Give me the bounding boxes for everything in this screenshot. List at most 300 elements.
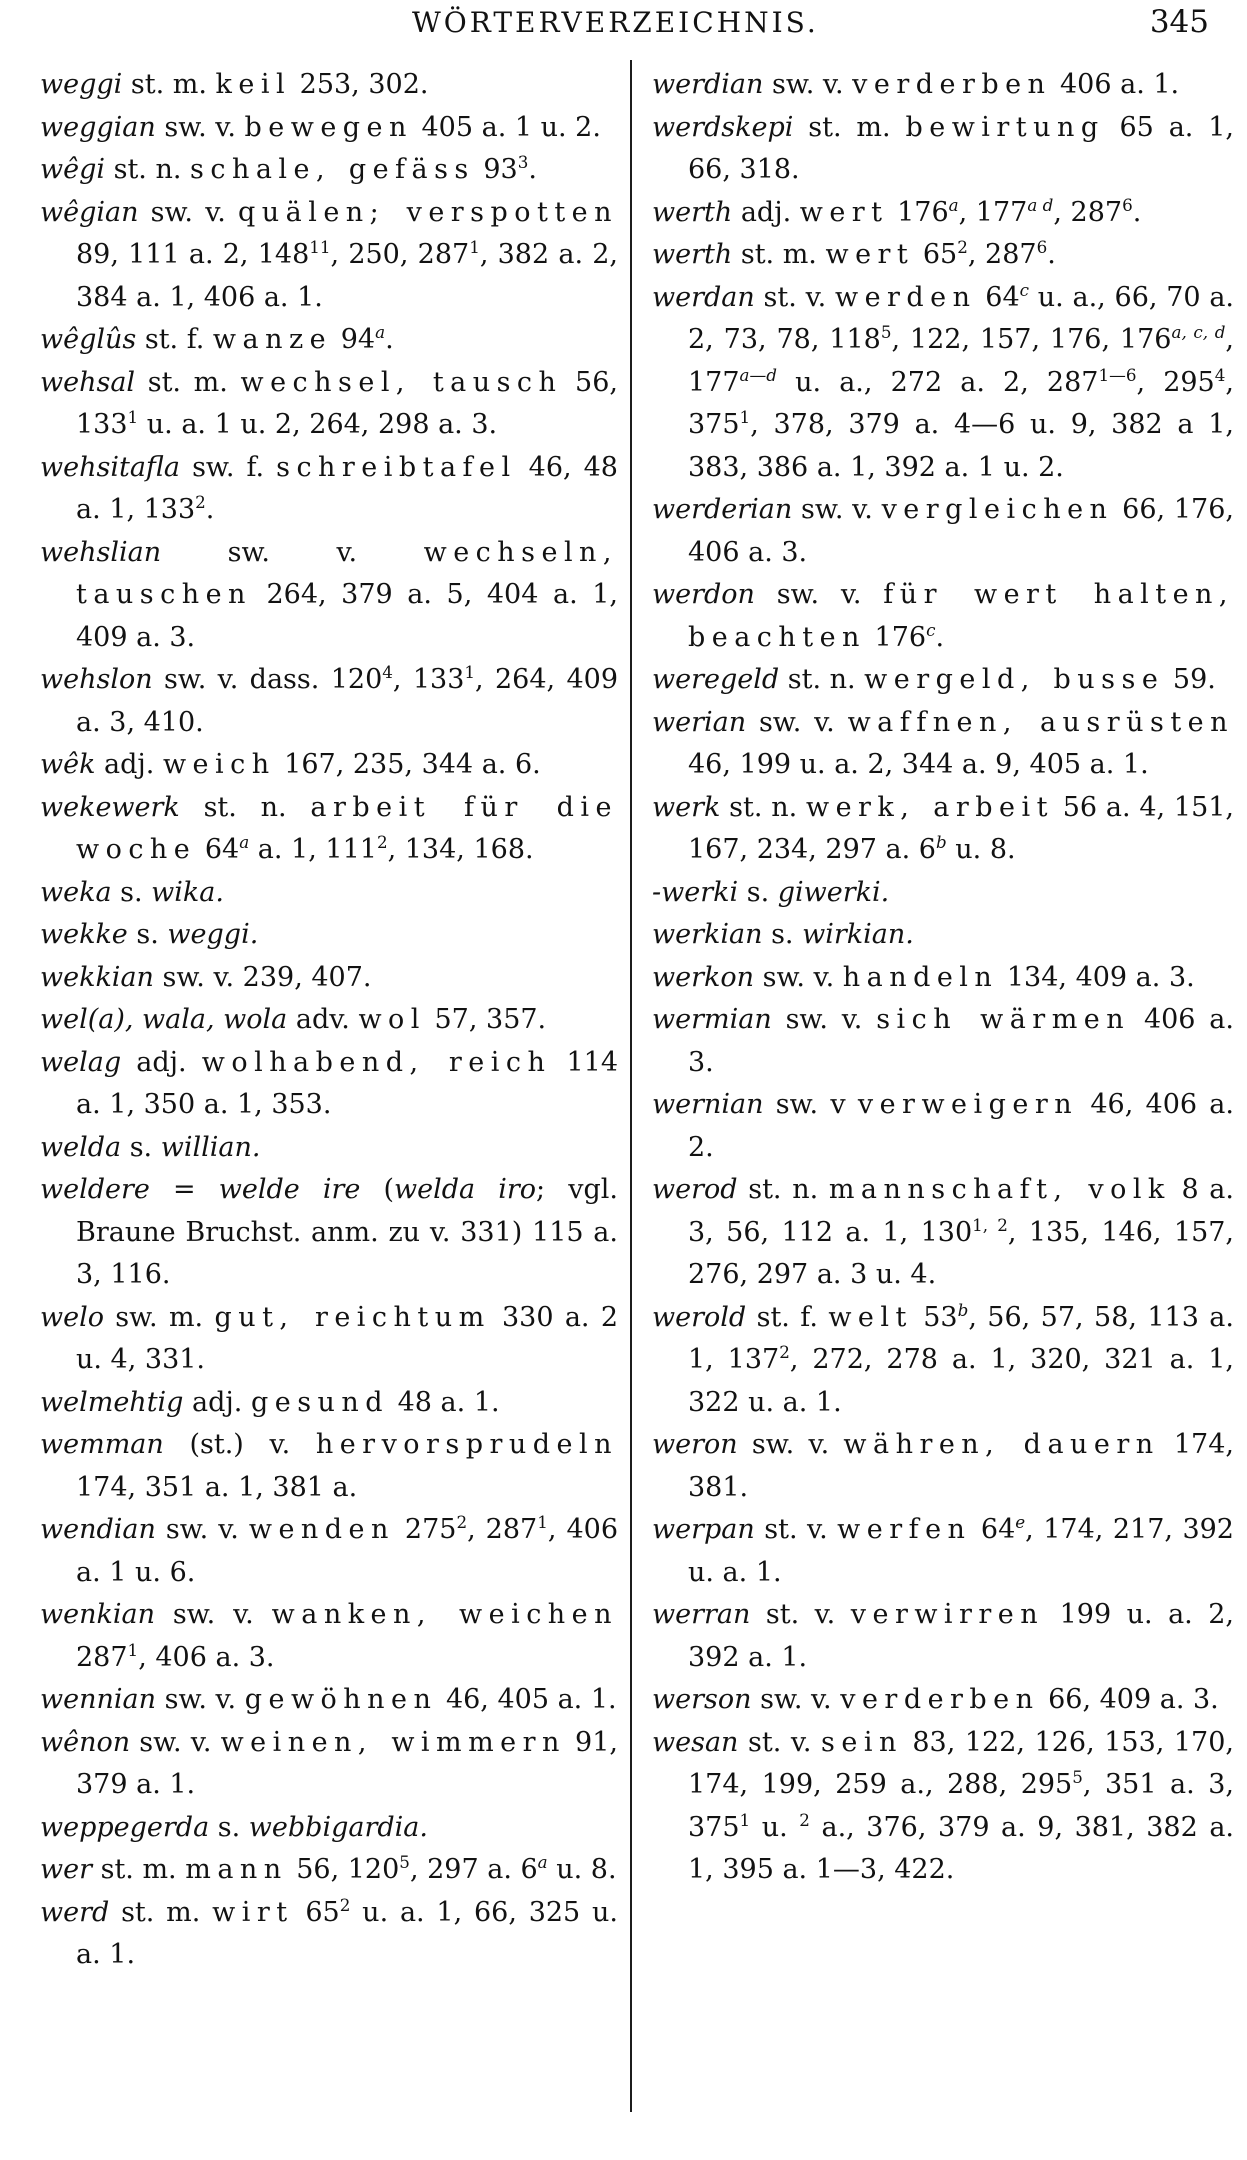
- entry-text: st. f.: [136, 324, 213, 355]
- dictionary-entry: [40, 1042, 618, 1127]
- dictionary-entry: [40, 1594, 618, 1679]
- entry-text: 287: [76, 1641, 128, 1673]
- entry-text: , 382 a. 2, 384 a. 1, 406 a. 1.: [76, 239, 618, 313]
- entry-text: , 406 a. 3.: [138, 1641, 275, 1673]
- entry-gloss: wechsel, tausch: [240, 366, 563, 398]
- entry-gloss: vergleichen: [881, 494, 1114, 525]
- page-title: WÖRTERVERZEICHNIS.: [412, 6, 819, 39]
- entry-text: st. n.: [179, 791, 311, 823]
- dictionary-entry: [652, 787, 1234, 872]
- entry-gloss: bewirtung: [905, 111, 1105, 143]
- entry-headword: wermian: [652, 1004, 772, 1035]
- entry-headword: werdan: [652, 281, 755, 313]
- dictionary-entry: [652, 872, 1234, 915]
- dictionary-entry: [40, 1509, 618, 1594]
- entry-text: st. f.: [746, 1301, 829, 1333]
- entry-text: (: [360, 1174, 395, 1205]
- dictionary-entry: [652, 659, 1234, 702]
- entry-gloss: arbeit für die woche: [76, 791, 618, 865]
- entry-headword: wêgi: [40, 154, 106, 185]
- entry-superscript: a: [948, 194, 959, 215]
- entry-text: sw. v.: [154, 1599, 272, 1630]
- entry-headword: weka: [40, 876, 112, 908]
- dictionary-entry: [40, 787, 618, 872]
- entry-text: st. v.: [738, 1726, 822, 1758]
- entry-text: u.: [750, 1811, 800, 1843]
- entry-gloss: schreibtafel: [276, 451, 517, 483]
- dictionary-entry: [40, 1424, 618, 1509]
- entry-headword: werdian: [652, 69, 764, 100]
- dictionary-entry: [652, 234, 1234, 277]
- entry-headword: wernian: [652, 1089, 764, 1120]
- dictionary-entry: [652, 957, 1234, 1000]
- entry-text: .: [385, 324, 394, 355]
- entry-text: 65: [293, 1896, 340, 1928]
- entry-text: sw. v.: [155, 111, 245, 143]
- entry-headword: wendian: [40, 1514, 156, 1545]
- dictionary-entry: [652, 1297, 1234, 1425]
- entry-text: adj.: [121, 1046, 202, 1078]
- entry-superscript: b: [957, 1299, 969, 1320]
- entry-text: 8 a. 3, 56, 112 a. 1, 130: [688, 1174, 1234, 1248]
- entry-text: sw. v.: [746, 706, 848, 738]
- entry-text: u. 8.: [547, 1854, 617, 1885]
- entry-superscript: c: [926, 619, 936, 640]
- entry-superscript: 1: [464, 662, 476, 682]
- entry-superscript: 1: [537, 1512, 548, 1532]
- dictionary-entry: [40, 872, 618, 915]
- entry-text: 93: [474, 154, 518, 185]
- entry-gloss: werfen: [837, 1514, 972, 1545]
- entry-superscript: a d: [1027, 194, 1054, 215]
- entry-headword: wekke: [40, 919, 128, 950]
- dictionary-entry: [40, 1679, 618, 1722]
- entry-text: 46, 405 a. 1.: [437, 1684, 617, 1715]
- entry-text: u. 8.: [946, 834, 1016, 865]
- page-number: 345: [1149, 4, 1209, 40]
- entry-gloss: wirt: [212, 1896, 294, 1928]
- entry-text: u. a., 66, 70 a. 2, 73, 78, 118: [688, 281, 1235, 355]
- entry-gloss: sein: [821, 1726, 903, 1758]
- entry-superscript: 1, 2: [972, 1214, 1008, 1235]
- entry-text: 406 a. 3.: [688, 1004, 1234, 1078]
- entry-text: 65: [914, 239, 958, 270]
- entry-text: sw. v. dass. 120: [152, 664, 383, 695]
- dictionary-entry: [40, 532, 618, 660]
- entry-text: s.: [209, 1811, 249, 1843]
- left-column: [40, 64, 618, 1977]
- entry-headword: werk: [652, 791, 721, 823]
- entry-headword: wehslian: [40, 536, 162, 568]
- dictionary-entry: [652, 1169, 1234, 1297]
- entry-text: , 375: [688, 366, 1234, 440]
- entry-crossref: webbigardia.: [248, 1811, 428, 1843]
- entry-gloss: wert: [825, 239, 915, 270]
- dictionary-entry: [40, 659, 618, 744]
- dictionary-entry: [652, 999, 1234, 1084]
- dictionary-entry: [40, 1807, 618, 1850]
- entry-text: 94: [332, 324, 376, 355]
- entry-gloss: werk, arbeit: [805, 791, 1054, 823]
- entry-text: 253, 302.: [291, 69, 429, 100]
- entry-text: , 56, 57, 58, 113 a. 1, 137: [688, 1301, 1234, 1375]
- entry-gloss: mann: [185, 1854, 288, 1885]
- entry-text: st. m.: [732, 239, 826, 270]
- entry-text: sw. v.: [751, 1684, 841, 1715]
- entry-text: 275: [394, 1514, 457, 1545]
- entry-superscript: 4: [1214, 364, 1226, 385]
- entry-text: st. m.: [793, 111, 906, 143]
- entry-text: a. 1, 111: [249, 834, 377, 865]
- entry-gloss: schale, gefäss: [190, 154, 475, 185]
- entry-headword: weregeld: [652, 664, 780, 695]
- entry-headword: werkian: [652, 919, 763, 950]
- entry-headword: werkon: [652, 961, 755, 993]
- dictionary-entry: [40, 999, 618, 1042]
- entry-text: 46, 199 u. a. 2, 344 a. 9, 405 a. 1.: [688, 749, 1149, 780]
- entry-gloss: weich: [162, 749, 276, 780]
- dictionary-entry: [652, 1594, 1234, 1679]
- entry-headword: werdon: [652, 579, 755, 610]
- dictionary-entry: [40, 1382, 618, 1425]
- entry-text: sw. m.: [103, 1301, 215, 1333]
- entry-text: 174, 351 a. 1, 381 a.: [76, 1471, 358, 1503]
- entry-headword: werson: [652, 1684, 752, 1715]
- entry-text: , 122, 157, 176, 176: [891, 324, 1172, 355]
- entry-gloss: wanze: [212, 324, 333, 355]
- entry-headword: wemman: [40, 1429, 164, 1460]
- entry-headword: wesan: [652, 1726, 739, 1758]
- entry-headword: wêglûs: [40, 324, 137, 355]
- entry-headword: werpan: [652, 1514, 755, 1545]
- entry-text: 64: [971, 1514, 1016, 1545]
- entry-text: , 177: [688, 324, 1234, 398]
- entry-text: sw. v.: [155, 1514, 249, 1545]
- entry-text: u. a., 272 a. 2, 287: [776, 366, 1099, 398]
- dictionary-entry: [40, 1297, 618, 1382]
- entry-text: .: [528, 154, 537, 185]
- entry-text: 53: [912, 1301, 958, 1333]
- entry-text: s.: [121, 1131, 161, 1163]
- entry-gloss: wolhabend, reich: [201, 1046, 552, 1078]
- entry-text: sw. v.: [161, 536, 424, 568]
- entry-superscript: 2: [779, 1342, 790, 1362]
- dictionary-entry: [652, 192, 1234, 235]
- entry-superscript: 1—6: [1098, 364, 1137, 385]
- entry-text: 66, 409 a. 3.: [1039, 1684, 1219, 1715]
- entry-text: 134, 409 a. 3.: [998, 961, 1195, 993]
- entry-gloss: wergeld, busse: [864, 664, 1165, 695]
- entry-text: sw. v.: [763, 69, 853, 100]
- entry-text: .: [205, 494, 215, 525]
- entry-superscript: a: [375, 322, 386, 342]
- entry-text: 167, 235, 344 a. 6.: [275, 749, 541, 780]
- entry-superscript: 2: [339, 1894, 351, 1915]
- entry-text: sw. v.: [737, 1429, 844, 1460]
- entry-text: , 264, 409 a. 3, 410.: [76, 664, 618, 738]
- dictionary-entry: [652, 1679, 1234, 1722]
- dictionary-entry: [652, 1722, 1234, 1892]
- entry-text: u. a. 1 u. 2, 264, 298 a. 3.: [138, 409, 498, 440]
- entry-text: , 177: [958, 196, 1028, 228]
- entry-superscript: 4: [382, 662, 393, 682]
- entry-text: .: [1047, 239, 1056, 270]
- entry-text: 89, 111 a. 2, 148: [76, 239, 310, 270]
- entry-gloss: waffnen, ausrüsten: [847, 706, 1234, 738]
- entry-superscript: 1: [739, 407, 751, 427]
- entry-crossref: weggi.: [167, 919, 259, 950]
- entry-gloss: verwirren: [850, 1599, 1045, 1630]
- entry-headword: wêgian: [40, 196, 139, 228]
- entry-gloss: gewöhnen: [244, 1684, 438, 1715]
- entry-text: sw. v. 239, 407.: [153, 961, 372, 993]
- entry-headword: weggi: [40, 69, 123, 100]
- entry-crossref: wika.: [151, 876, 224, 908]
- dictionary-entry: [40, 744, 618, 787]
- entry-text: sw. v.: [771, 1004, 877, 1035]
- entry-text: =: [149, 1174, 219, 1205]
- entry-superscript: 5: [880, 322, 892, 342]
- entry-gloss: verderben: [840, 1684, 1040, 1715]
- entry-text: st. n.: [105, 154, 191, 185]
- entry-text: sw. v.: [792, 494, 882, 525]
- entry-text: st. n.: [737, 1174, 829, 1205]
- entry-gloss: gesund: [250, 1386, 390, 1418]
- dictionary-entry: [652, 277, 1234, 490]
- entry-text: 46, 48 a. 1, 133: [76, 451, 618, 525]
- entry-headword: welmehtig: [40, 1386, 184, 1418]
- entry-text: 48 a. 1.: [389, 1386, 500, 1418]
- entry-text: .: [1132, 196, 1142, 228]
- entry-headword: wêk: [40, 749, 96, 780]
- entry-text: sw. v: [763, 1089, 858, 1120]
- entry-superscript: a—d: [739, 364, 777, 385]
- entry-headword: wer: [40, 1854, 92, 1885]
- entry-text: 57, 357.: [425, 1004, 547, 1035]
- entry-text: 405 a. 1 u. 2.: [412, 111, 601, 143]
- entry-headword: wehslon: [40, 664, 153, 695]
- dictionary-entry: [40, 64, 618, 107]
- entry-headword: werian: [652, 706, 747, 738]
- entry-text: .: [935, 621, 945, 653]
- entry-text: 56, 120: [287, 1854, 400, 1885]
- entry-gloss: quälen; verspotten: [238, 196, 618, 228]
- entry-superscript: 2: [799, 1809, 810, 1830]
- entry-superscript: 1: [739, 1809, 751, 1830]
- dictionary-entry: [40, 1892, 618, 1977]
- entry-headword: wekkian: [40, 961, 154, 993]
- entry-text: 56, 133: [76, 366, 618, 440]
- right-column: [652, 64, 1234, 1892]
- entry-gloss: wechseln, tauschen: [76, 536, 618, 610]
- entry-headword: weggian: [40, 111, 156, 143]
- entry-text: sw. v.: [754, 961, 843, 993]
- entry-text: , 287: [1053, 196, 1123, 228]
- entry-superscript: 6: [1122, 194, 1133, 215]
- entry-text: 176: [865, 621, 927, 653]
- dictionary-entry: [40, 1169, 618, 1297]
- entry-text: 56 a. 4, 151, 167, 234, 297 a. 6: [688, 791, 1235, 865]
- entry-text: , 378, 379 a. 4—6 u. 9, 382 a 1, 383, 386 a. 1, 392 a. 1 u. 2.: [688, 409, 1234, 483]
- entry-text: , 297 a. 6: [409, 1854, 538, 1885]
- entry-superscript: 3: [517, 152, 529, 172]
- entry-text: 59.: [1164, 664, 1216, 695]
- entry-text: , 272, 278 a. 1, 320, 321 a. 1, 322 u. a. 1.: [688, 1344, 1234, 1418]
- entry-gloss: währen, dauern: [843, 1429, 1160, 1460]
- dictionary-entry: [40, 957, 618, 1000]
- entry-headword: wehsal: [40, 366, 136, 398]
- entry-headword: werdskepi: [652, 111, 794, 143]
- entry-text: st. m.: [109, 1896, 213, 1928]
- entry-headword: wekewerk: [40, 791, 180, 823]
- entry-headword: wênon: [40, 1726, 131, 1758]
- entry-crossref: welde ire: [218, 1174, 361, 1205]
- entry-text: s.: [127, 919, 168, 950]
- entry-text: , 406 a. 1 u. 6.: [76, 1514, 618, 1588]
- entry-text: sw. v.: [130, 1726, 221, 1758]
- entry-headword: wehsitafla: [40, 451, 181, 483]
- entry-gloss: bewegen: [244, 111, 413, 143]
- entry-text: 64: [976, 281, 1020, 313]
- entry-gloss: mannschaft, volk: [828, 1174, 1171, 1205]
- entry-superscript: b: [935, 832, 947, 852]
- entry-text: , 135, 146, 157, 276, 297 a. 3 u. 4.: [688, 1216, 1235, 1290]
- entry-gloss: weinen, wimmern: [220, 1726, 566, 1758]
- entry-superscript: a: [239, 832, 250, 852]
- entry-headword: weron: [652, 1429, 738, 1460]
- entry-superscript: 5: [1072, 1767, 1083, 1787]
- entry-text: 64: [196, 834, 240, 865]
- entry-gloss: wanken, weichen: [271, 1599, 618, 1630]
- dictionary-entry: [40, 107, 618, 150]
- dictionary-entry: [652, 489, 1234, 574]
- entry-text: sw. v.: [754, 579, 884, 610]
- entry-gloss: welt: [828, 1301, 913, 1333]
- entry-superscript: 2: [957, 237, 968, 257]
- dictionary-entry: [652, 107, 1234, 192]
- entry-gloss: wol: [358, 1004, 426, 1035]
- entry-text: adj.: [95, 749, 163, 780]
- entry-text: , 133: [392, 664, 465, 695]
- entry-headword: wel(a), wala, wola: [40, 1004, 288, 1035]
- entry-text: (st.) v.: [163, 1429, 316, 1460]
- entry-text: a., 376, 379 a. 9, 381, 382 a. 1, 395 a. 1—3, 422.: [688, 1811, 1234, 1885]
- entry-gloss: wert: [799, 196, 889, 228]
- entry-headword: werderian: [652, 494, 793, 525]
- dictionary-entry: [40, 1722, 618, 1807]
- entry-gloss: verweigern: [857, 1089, 1079, 1120]
- entry-crossref: welda iro: [394, 1174, 537, 1205]
- entry-text: st. m.: [92, 1854, 186, 1885]
- entry-gloss: handeln: [842, 961, 999, 993]
- entry-text: sw. v.: [156, 1684, 245, 1715]
- dictionary-entry: [652, 1509, 1234, 1594]
- dictionary-entry: [40, 914, 618, 957]
- entry-headword: wenkian: [40, 1599, 155, 1630]
- entry-text: , 295: [1136, 366, 1215, 398]
- entry-superscript: 11: [309, 237, 331, 257]
- entry-text: , 174, 217, 392 u. a. 1.: [688, 1514, 1234, 1588]
- entry-text: , 250, 287: [330, 239, 470, 270]
- entry-superscript: a, c, d: [1171, 322, 1226, 342]
- entry-text: st. m.: [135, 366, 241, 398]
- entry-text: 330 a. 2 u. 4, 331.: [76, 1301, 619, 1375]
- entry-text: 66, 176, 406 a. 3.: [688, 494, 1234, 568]
- entry-text: st. v.: [754, 281, 835, 313]
- entry-text: 174, 381.: [688, 1429, 1234, 1503]
- entry-text: st. v.: [750, 1599, 851, 1630]
- entry-text: , 134, 168.: [387, 834, 534, 865]
- dictionary-entry: [40, 1849, 618, 1892]
- dictionary-entry: [652, 1424, 1234, 1509]
- entry-text: 176: [888, 196, 949, 228]
- entry-text: st. n.: [720, 791, 806, 823]
- entry-text: 91, 379 a. 1.: [76, 1726, 618, 1800]
- entry-gloss: hervorsprudeln: [315, 1429, 618, 1460]
- entry-headword: weldere: [40, 1174, 150, 1205]
- dictionary-entry: [40, 192, 618, 320]
- entry-headword: welo: [40, 1301, 104, 1333]
- dictionary-entry: [40, 1127, 618, 1170]
- entry-superscript: e: [1015, 1512, 1026, 1532]
- entry-superscript: 5: [399, 1852, 410, 1872]
- entry-crossref: willian.: [160, 1131, 261, 1163]
- page-header: [0, 2, 1247, 42]
- entry-text: adv.: [287, 1004, 359, 1035]
- entry-superscript: 2: [376, 832, 388, 852]
- entry-crossref: giwerki.: [777, 876, 890, 908]
- entry-text: st. v.: [754, 1514, 838, 1545]
- entry-superscript: 1: [127, 1639, 139, 1660]
- entry-gloss: für wert halten, beachten: [688, 579, 1234, 653]
- entry-gloss: sich wärmen: [876, 1004, 1131, 1035]
- dictionary-entry: [652, 702, 1234, 787]
- entry-text: 46, 406 a. 2.: [688, 1089, 1234, 1163]
- entry-text: s.: [111, 876, 152, 908]
- entry-headword: -werki: [652, 876, 739, 908]
- entry-text: adj.: [732, 196, 800, 228]
- entry-text: s.: [762, 919, 803, 950]
- entry-headword: weppegerda: [40, 1811, 210, 1843]
- entry-text: s.: [738, 876, 778, 908]
- entry-headword: werd: [40, 1896, 110, 1928]
- entry-text: adj.: [183, 1386, 251, 1418]
- entry-headword: werod: [652, 1174, 738, 1205]
- entry-superscript: a: [537, 1852, 548, 1872]
- entry-text: ; vgl. Braune Bruchst. anm. zu v. 331) 115 a. 3, 116.: [76, 1174, 618, 1290]
- entry-text: 406 a. 1.: [1051, 69, 1180, 100]
- entry-text: 199 u. a. 2, 392 a. 1.: [688, 1599, 1234, 1673]
- entry-text: st. m.: [122, 69, 216, 100]
- dictionary-entry: [40, 149, 618, 192]
- dictionary-entry: [40, 362, 618, 447]
- column-divider: [630, 60, 632, 2112]
- entry-gloss: keil: [215, 69, 292, 100]
- entry-text: u. a. 1, 66, 325 u. a. 1.: [76, 1896, 618, 1970]
- entry-superscript: 1: [127, 407, 139, 427]
- entry-text: st. n.: [779, 664, 865, 695]
- entry-text: , 351 a. 3, 375: [688, 1769, 1234, 1843]
- entry-superscript: 2: [195, 492, 206, 512]
- entry-text: sw. f.: [180, 451, 277, 483]
- entry-headword: wennian: [40, 1684, 156, 1715]
- entry-headword: welag: [40, 1046, 122, 1078]
- entry-superscript: 1: [469, 237, 480, 257]
- dictionary-entry: [652, 914, 1234, 957]
- entry-text: 264, 379 a. 5, 404 a. 1, 409 a. 3.: [76, 579, 618, 653]
- entry-text: 65 a. 1, 66, 318.: [688, 111, 1234, 185]
- dictionary-entry: [40, 447, 618, 532]
